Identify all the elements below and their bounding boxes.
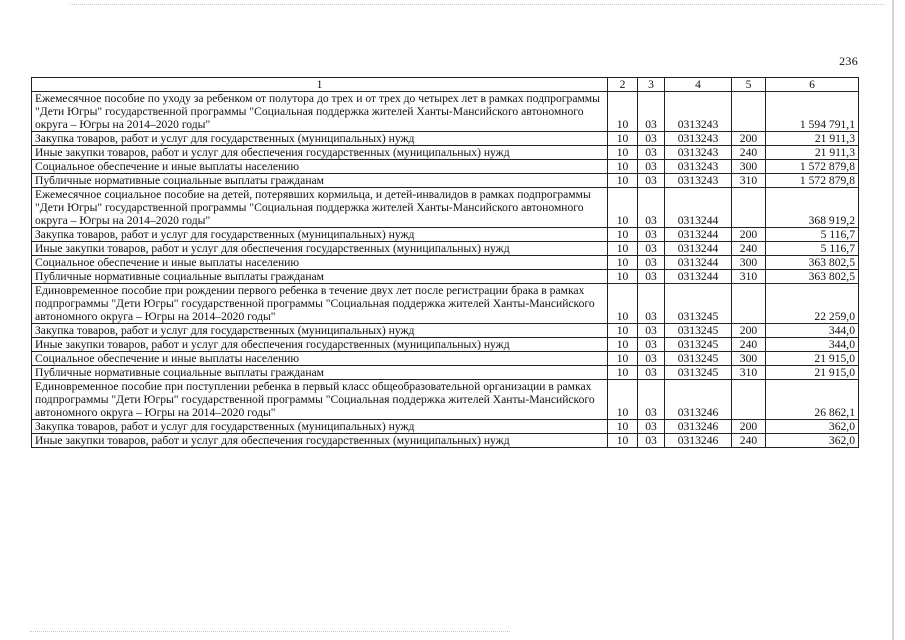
row-section: 10 bbox=[608, 380, 638, 420]
row-amount: 1 594 791,1 bbox=[766, 92, 859, 132]
row-name: Единовременное пособие при рождении первого ребенка в течение двух лет после регистрации брака в рамках подпрограммы "Дети Югры" государственной программы "Социальная поддержка жителей Ханты-Мансийского автономного округа – Югры на 2014–2020 годы" bbox=[32, 284, 608, 324]
row-expense-type: 200 bbox=[732, 228, 766, 242]
row-target-article: 0313245 bbox=[665, 352, 732, 366]
row-expense-type: 240 bbox=[732, 242, 766, 256]
page-edge-shadow bbox=[892, 0, 894, 640]
row-target-article: 0313245 bbox=[665, 324, 732, 338]
row-subsection: 03 bbox=[638, 434, 665, 448]
row-subsection: 03 bbox=[638, 420, 665, 434]
row-amount: 21 915,0 bbox=[766, 366, 859, 380]
col-header-amount: 6 bbox=[766, 78, 859, 92]
row-expense-type: 300 bbox=[732, 160, 766, 174]
row-expense-type bbox=[732, 380, 766, 420]
row-subsection: 03 bbox=[638, 132, 665, 146]
row-section: 10 bbox=[608, 132, 638, 146]
row-expense-type: 310 bbox=[732, 174, 766, 188]
row-name: Иные закупки товаров, работ и услуг для обеспечения государственных (муниципальных) нужд bbox=[32, 242, 608, 256]
row-expense-type: 240 bbox=[732, 434, 766, 448]
row-name: Иные закупки товаров, работ и услуг для обеспечения государственных (муниципальных) нужд bbox=[32, 434, 608, 448]
row-amount: 363 802,5 bbox=[766, 256, 859, 270]
row-expense-type: 200 bbox=[732, 420, 766, 434]
table-row bbox=[32, 352, 859, 366]
row-expense-type: 300 bbox=[732, 352, 766, 366]
row-section: 10 bbox=[608, 242, 638, 256]
row-section: 10 bbox=[608, 146, 638, 160]
row-amount: 26 862,1 bbox=[766, 380, 859, 420]
row-section: 10 bbox=[608, 284, 638, 324]
table-row bbox=[32, 174, 859, 188]
table-row bbox=[32, 434, 859, 448]
table-row bbox=[32, 242, 859, 256]
row-section: 10 bbox=[608, 434, 638, 448]
row-section: 10 bbox=[608, 160, 638, 174]
col-header-name: 1 bbox=[32, 78, 608, 92]
table-row bbox=[32, 92, 859, 132]
row-section: 10 bbox=[608, 420, 638, 434]
table-row bbox=[32, 146, 859, 160]
row-subsection: 03 bbox=[638, 352, 665, 366]
table-header bbox=[32, 78, 859, 92]
row-section: 10 bbox=[608, 270, 638, 284]
row-expense-type: 310 bbox=[732, 366, 766, 380]
row-amount: 362,0 bbox=[766, 434, 859, 448]
row-target-article: 0313246 bbox=[665, 380, 732, 420]
row-section: 10 bbox=[608, 352, 638, 366]
row-target-article: 0313243 bbox=[665, 174, 732, 188]
scan-artifact-top bbox=[70, 4, 885, 8]
row-amount: 344,0 bbox=[766, 338, 859, 352]
row-target-article: 0313243 bbox=[665, 160, 732, 174]
row-expense-type: 240 bbox=[732, 146, 766, 160]
row-subsection: 03 bbox=[638, 284, 665, 324]
table-row bbox=[32, 284, 859, 324]
row-target-article: 0313245 bbox=[665, 284, 732, 324]
row-target-article: 0313244 bbox=[665, 228, 732, 242]
row-section: 10 bbox=[608, 228, 638, 242]
row-section: 10 bbox=[608, 256, 638, 270]
row-name: Социальное обеспечение и иные выплаты населению bbox=[32, 256, 608, 270]
row-subsection: 03 bbox=[638, 256, 665, 270]
row-target-article: 0313244 bbox=[665, 270, 732, 284]
row-name: Иные закупки товаров, работ и услуг для обеспечения государственных (муниципальных) нужд bbox=[32, 146, 608, 160]
row-expense-type: 200 bbox=[732, 324, 766, 338]
row-amount: 362,0 bbox=[766, 420, 859, 434]
row-name: Единовременное пособие при поступлении ребенка в первый класс общеобразовательной организации в рамках подпрограммы "Дети Югры" государственной программы "Социальная поддержка жителей Ханты-Мансийского автономного округа – Югры на 2014–2020 годы" bbox=[32, 380, 608, 420]
row-target-article: 0313245 bbox=[665, 338, 732, 352]
row-target-article: 0313243 bbox=[665, 146, 732, 160]
table-row bbox=[32, 270, 859, 284]
row-subsection: 03 bbox=[638, 338, 665, 352]
row-target-article: 0313244 bbox=[665, 256, 732, 270]
row-amount: 22 259,0 bbox=[766, 284, 859, 324]
row-expense-type bbox=[732, 284, 766, 324]
row-name: Закупка товаров, работ и услуг для государственных (муниципальных) нужд bbox=[32, 324, 608, 338]
row-subsection: 03 bbox=[638, 146, 665, 160]
table-row bbox=[32, 188, 859, 228]
row-expense-type: 310 bbox=[732, 270, 766, 284]
table-row bbox=[32, 380, 859, 420]
row-amount: 21 911,3 bbox=[766, 146, 859, 160]
row-target-article: 0313243 bbox=[665, 132, 732, 146]
row-target-article: 0313245 bbox=[665, 366, 732, 380]
row-target-article: 0313246 bbox=[665, 420, 732, 434]
row-amount: 5 116,7 bbox=[766, 242, 859, 256]
row-expense-type bbox=[732, 92, 766, 132]
row-name: Публичные нормативные социальные выплаты гражданам bbox=[32, 270, 608, 284]
table-row bbox=[32, 338, 859, 352]
col-header-target-article: 4 bbox=[665, 78, 732, 92]
col-header-subsection: 3 bbox=[638, 78, 665, 92]
row-subsection: 03 bbox=[638, 366, 665, 380]
row-name: Закупка товаров, работ и услуг для государственных (муниципальных) нужд bbox=[32, 228, 608, 242]
row-target-article: 0313243 bbox=[665, 92, 732, 132]
row-subsection: 03 bbox=[638, 188, 665, 228]
row-section: 10 bbox=[608, 366, 638, 380]
row-subsection: 03 bbox=[638, 270, 665, 284]
row-target-article: 0313244 bbox=[665, 242, 732, 256]
row-subsection: 03 bbox=[638, 242, 665, 256]
header-row bbox=[32, 78, 859, 92]
row-target-article: 0313244 bbox=[665, 188, 732, 228]
row-amount: 1 572 879,8 bbox=[766, 174, 859, 188]
table-body bbox=[32, 92, 859, 448]
row-amount: 21 911,3 bbox=[766, 132, 859, 146]
row-section: 10 bbox=[608, 174, 638, 188]
row-expense-type: 240 bbox=[732, 338, 766, 352]
row-subsection: 03 bbox=[638, 380, 665, 420]
row-name: Ежемесячное пособие по уходу за ребенком от полутора до трех и от трех до четырех лет в рамках подпрограммы "Дети Югры" государственной программы "Социальная поддержка жителей Ханты-Мансийского автономного округа – Югры на 2014–2020 годы" bbox=[32, 92, 608, 132]
row-name: Социальное обеспечение и иные выплаты населению bbox=[32, 160, 608, 174]
row-name: Иные закупки товаров, работ и услуг для обеспечения государственных (муниципальных) нужд bbox=[32, 338, 608, 352]
row-section: 10 bbox=[608, 324, 638, 338]
col-header-expense-type: 5 bbox=[732, 78, 766, 92]
row-subsection: 03 bbox=[638, 174, 665, 188]
row-amount: 368 919,2 bbox=[766, 188, 859, 228]
table-row bbox=[32, 256, 859, 270]
row-name: Закупка товаров, работ и услуг для государственных (муниципальных) нужд bbox=[32, 132, 608, 146]
table-row bbox=[32, 420, 859, 434]
row-name: Ежемесячное социальное пособие на детей, потерявших кормильца, и детей-инвалидов в рамках подпрограммы "Дети Югры" государственной программы "Социальная поддержка жителей Ханты-Мансийского автономного округа – Югры на 2014–2020 годы" bbox=[32, 188, 608, 228]
row-name: Публичные нормативные социальные выплаты гражданам bbox=[32, 366, 608, 380]
row-subsection: 03 bbox=[638, 160, 665, 174]
table-row bbox=[32, 132, 859, 146]
table-row bbox=[32, 366, 859, 380]
row-name: Публичные нормативные социальные выплаты гражданам bbox=[32, 174, 608, 188]
table-row bbox=[32, 228, 859, 242]
row-expense-type bbox=[732, 188, 766, 228]
row-amount: 21 915,0 bbox=[766, 352, 859, 366]
row-name: Социальное обеспечение и иные выплаты населению bbox=[32, 352, 608, 366]
row-expense-type: 200 bbox=[732, 132, 766, 146]
table-row bbox=[32, 324, 859, 338]
table-row bbox=[32, 160, 859, 174]
row-subsection: 03 bbox=[638, 92, 665, 132]
row-target-article: 0313246 bbox=[665, 434, 732, 448]
row-amount: 363 802,5 bbox=[766, 270, 859, 284]
row-subsection: 03 bbox=[638, 228, 665, 242]
page-number: 236 bbox=[839, 54, 858, 68]
row-section: 10 bbox=[608, 92, 638, 132]
row-amount: 1 572 879,8 bbox=[766, 160, 859, 174]
row-name: Закупка товаров, работ и услуг для государственных (муниципальных) нужд bbox=[32, 420, 608, 434]
row-amount: 5 116,7 bbox=[766, 228, 859, 242]
col-header-section: 2 bbox=[608, 78, 638, 92]
row-expense-type: 300 bbox=[732, 256, 766, 270]
row-section: 10 bbox=[608, 188, 638, 228]
row-section: 10 bbox=[608, 338, 638, 352]
row-amount: 344,0 bbox=[766, 324, 859, 338]
scan-artifact-bottom bbox=[30, 631, 510, 635]
budget-table bbox=[31, 77, 859, 448]
row-subsection: 03 bbox=[638, 324, 665, 338]
